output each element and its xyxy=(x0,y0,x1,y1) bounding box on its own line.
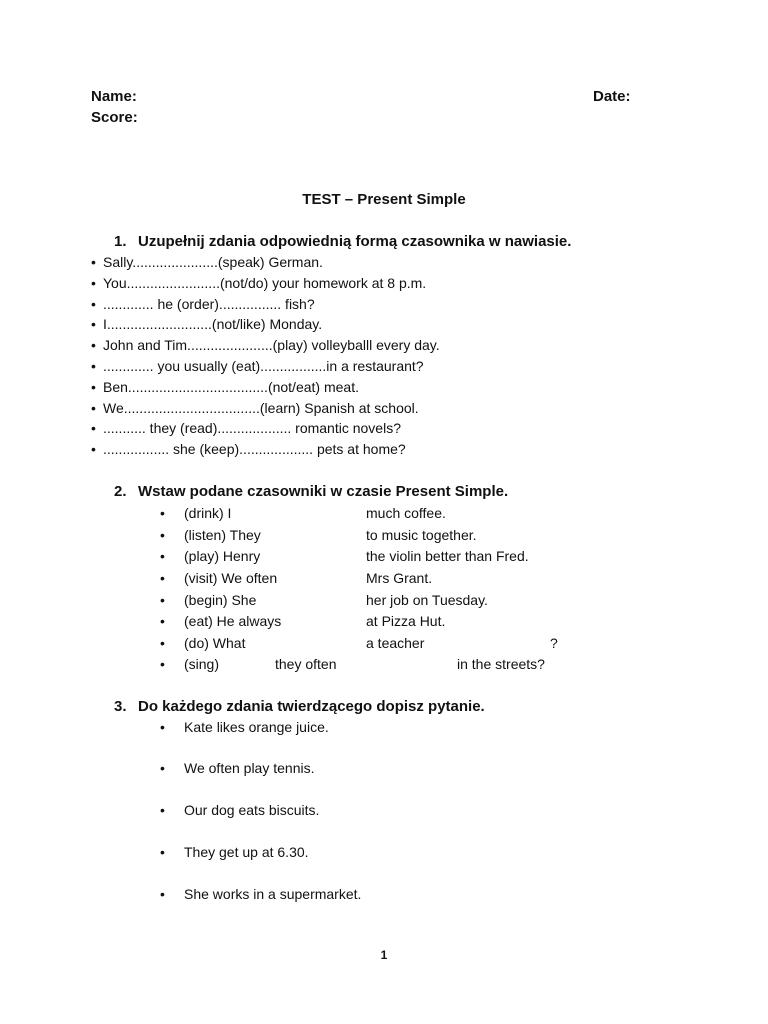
bullet-icon: • xyxy=(91,420,96,436)
bullet-icon: • xyxy=(160,592,165,608)
statement-text: They get up at 6.30. xyxy=(184,844,309,860)
section-3-heading: Do każdego zdania twierdzącego dopisz pytanie. xyxy=(138,698,485,715)
verb-prompt: (play) Henry xyxy=(184,548,261,564)
verb-prompt: (do) What xyxy=(184,635,246,651)
bullet-icon: • xyxy=(91,379,96,395)
section-1-heading: Uzupełnij zdania odpowiednią formą czasownika w nawiasie. xyxy=(138,233,572,250)
statement-text: Our dog eats biscuits. xyxy=(184,802,320,818)
test-title: TEST – Present Simple xyxy=(302,191,466,208)
sentence-text: You........................(not/do) your homework at 8 p.m. xyxy=(103,275,427,291)
sentence-text: ............. you usually (eat).................in a restaurant? xyxy=(103,358,424,374)
bullet-icon: • xyxy=(160,527,165,543)
sentence-tail: in the streets? xyxy=(457,656,545,672)
sentence-end: to music together. xyxy=(366,527,477,543)
bullet-icon: • xyxy=(160,760,165,776)
page-number: 1 xyxy=(380,948,388,962)
sentence-tail: ? xyxy=(550,635,558,651)
section-2-number: 2. xyxy=(114,483,127,500)
verb-prompt: (begin) She xyxy=(184,592,257,608)
score-label: Score: xyxy=(91,109,138,126)
bullet-icon: • xyxy=(91,296,96,312)
bullet-icon: • xyxy=(160,844,165,860)
sentence-text: ............. he (order)................ fish? xyxy=(103,296,315,312)
section-3-number: 3. xyxy=(114,698,127,715)
statement-text: She works in a supermarket. xyxy=(184,886,362,902)
sentence-text: We...................................(learn) Spanish at school. xyxy=(103,400,419,416)
sentence-end: they often xyxy=(275,656,337,672)
bullet-icon: • xyxy=(91,441,96,457)
sentence-text: Sally......................(speak) German. xyxy=(103,254,323,270)
date-label: Date: xyxy=(593,88,631,105)
bullet-icon: • xyxy=(160,656,165,672)
sentence-end: the violin better than Fred. xyxy=(366,548,529,564)
sentence-text: I...........................(not/like) Monday. xyxy=(103,316,323,332)
verb-prompt: (sing) xyxy=(184,656,220,672)
verb-prompt: (drink) I xyxy=(184,505,232,521)
bullet-icon: • xyxy=(160,802,165,818)
sentence-text: ................. she (keep)................... pets at home? xyxy=(103,441,406,457)
sentence-text: ........... they (read)................... romantic novels? xyxy=(103,420,401,436)
bullet-icon: • xyxy=(160,505,165,521)
verb-prompt: (visit) We often xyxy=(184,570,278,586)
verb-prompt: (eat) He always xyxy=(184,613,282,629)
name-label: Name: xyxy=(91,88,137,105)
bullet-icon: • xyxy=(160,886,165,902)
sentence-end: at Pizza Hut. xyxy=(366,613,446,629)
bullet-icon: • xyxy=(160,570,165,586)
bullet-icon: • xyxy=(91,400,96,416)
bullet-icon: • xyxy=(91,275,96,291)
sentence-end: much coffee. xyxy=(366,505,446,521)
sentence-end: Mrs Grant. xyxy=(366,570,433,586)
sentence-text: Ben....................................(not/eat) meat. xyxy=(103,379,359,395)
bullet-icon: • xyxy=(91,358,96,374)
sentence-text: John and Tim......................(play) volleyballl every day. xyxy=(103,337,440,353)
statement-text: Kate likes orange juice. xyxy=(184,719,329,735)
section-1-number: 1. xyxy=(114,233,127,250)
bullet-icon: • xyxy=(91,254,96,270)
bullet-icon: • xyxy=(160,719,165,735)
sentence-end: a teacher xyxy=(366,635,425,651)
verb-prompt: (listen) They xyxy=(184,527,261,543)
sentence-end: her job on Tuesday. xyxy=(366,592,488,608)
statement-text: We often play tennis. xyxy=(184,760,315,776)
section-2-heading: Wstaw podane czasowniki w czasie Present Simple. xyxy=(138,483,509,500)
bullet-icon: • xyxy=(160,613,165,629)
bullet-icon: • xyxy=(91,316,96,332)
bullet-icon: • xyxy=(91,337,96,353)
bullet-icon: • xyxy=(160,548,165,564)
bullet-icon: • xyxy=(160,635,165,651)
